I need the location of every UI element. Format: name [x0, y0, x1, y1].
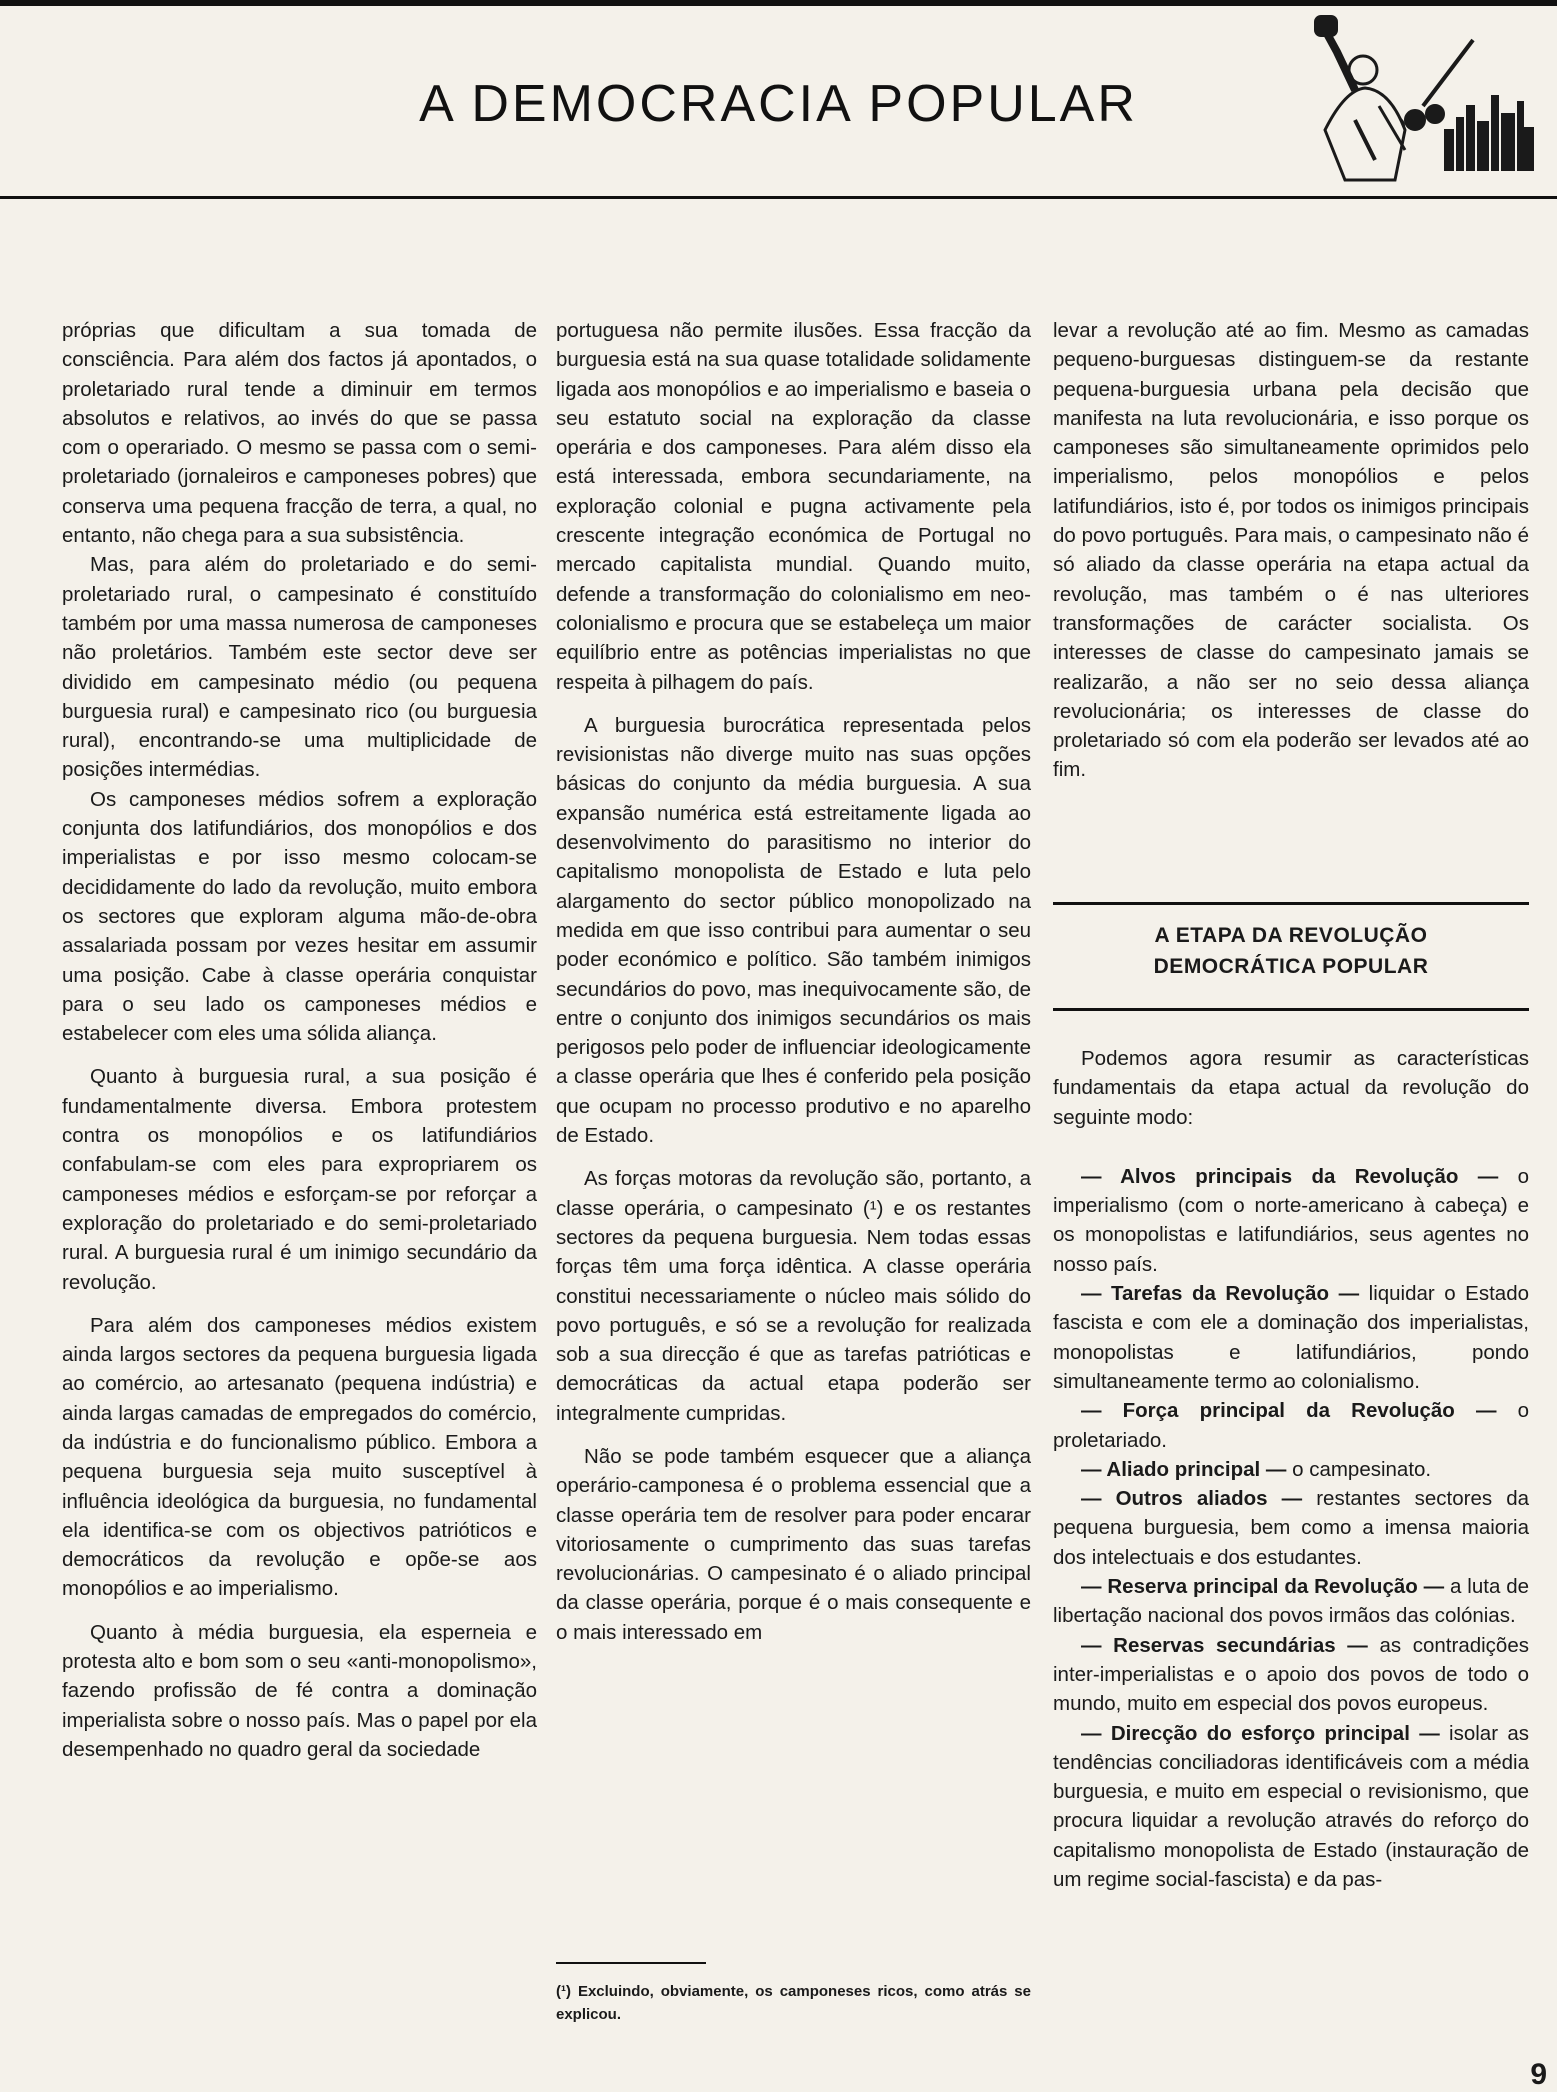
paragraph: próprias que dificultam a sua tomada de consciência. Para além dos factos já apontados, o proletariado rural tende a diminuir em termos absolutos e relativos, ao invés do que se passa com o operariado. O mesmo se passa com o semi-proletariado (jornaleiros e camponeses pobres) que conserva uma pequena fracção de terra, a qual, no entanto, não chega para a sua subsistência. — [62, 319, 537, 548]
section-heading — [1053, 920, 1529, 982]
section-body — [1053, 1044, 1529, 1894]
paragraph: Os camponeses médios sofrem a exploração conjunta dos latifundiários, dos monopólios e dos imperialistas e por isso mesmo colocam-se decididamente do lado da revolução, muito embora os sectores que exploram alguma mão-de-obra assalariada possam por vezes hesitar em assumir uma posição. Cabe à classe operária conquistar para o seu lado os camponeses médios e estabelecer com eles uma sólida aliança. — [62, 787, 537, 1046]
list-item-term: — Força principal da Revolução — — [1081, 1399, 1497, 1423]
list-item-text: o campesinato. — [1286, 1457, 1432, 1481]
list-item-text: as contradições inter-imperialistas e o apoio dos povos de todo o mundo, muito em especial dos povos europeus. — [1053, 1633, 1529, 1716]
list-item-text: liquidar o Estado fascista e com ele a dominação dos imperialistas, monopolistas e latifundiários, pondo simultaneamente termo ao colonialismo. — [1053, 1282, 1529, 1393]
text-column-3 — [1053, 316, 1529, 785]
list-item-term: — Tarefas da Revolução — — [1081, 1282, 1360, 1306]
page-number: 9 — [1530, 2058, 1547, 2091]
footnote: (¹) Excluindo, obviamente, os camponeses ricos, como atrás se explicou. — [556, 1983, 1031, 2023]
section-heading-line-2: DEMOCRÁTICA POPULAR — [1153, 955, 1429, 978]
list-item — [1053, 1162, 1529, 1279]
paragraph: A burguesia burocrática representada pelos revisionistas não diverge muito nas suas opções básicas do conjunto da média burguesia. A sua expansão numérica está estreitamente ligada ao desenvolvimento do parasitismo no interior do capitalismo monopolista de Estado e luta pelo alargamento do sector público monopolizado na medida em que isso contribui para aumentar o seu poder económico e político. São também inimigos secundários do povo, mas inequivocamente são, de entre o conjunto dos inimigos secundários os mais perigosos pelo poder de influenciar ideologicamente a classe operária que lhes é conferido pela posição que ocupam no processo produtivo e no aparelho de Estado. — [556, 713, 1031, 1148]
section-heading-line-1: A ETAPA DA REVOLUÇÃO — [1154, 924, 1428, 947]
list-item-term: — Aliado principal — — [1081, 1457, 1287, 1481]
text-column-1 — [62, 316, 537, 1764]
list-item — [1053, 1572, 1529, 1631]
section-rule-bottom — [1053, 1008, 1529, 1011]
list-item-term: — Outros aliados — — [1081, 1487, 1303, 1511]
header-rule — [0, 196, 1557, 199]
list-item — [1053, 1396, 1529, 1455]
list-item — [1053, 1484, 1529, 1572]
paragraph: portuguesa não permite ilusões. Essa fracção da burguesia está na sua quase totalidade solidamente ligada aos monopólios e ao imperialismo e baseia o seu estatuto social na exploração da classe operária e dos camponeses. Para além disso ela está interessada, embora secundariamente, na exploração colonial e pugna activamente pela crescente integração económica de Portugal no mercado capitalista mundial. Quando muito, defende a transformação do colonialismo em neo-colonialismo e procura que se estabeleça um maior equilíbrio entre as potências imperialistas no que respeita à pilhagem do país. — [556, 319, 1031, 694]
page-header — [0, 6, 1557, 198]
list-item-text: o proletariado. — [1053, 1399, 1529, 1452]
list-item-text: restantes sectores da pequena burguesia, bem como a imensa maioria dos intelectuais e dos estudantes. — [1053, 1487, 1530, 1569]
paragraph: levar a revolução até ao fim. Mesmo as camadas pequeno-burguesas distinguem-se da restante pequena-burguesia urbana pela decisão que manifesta na luta revolucionária, e isso porque os camponeses são simultaneamente oprimidos pelo imperialismo, pelos monopólios e pelos latifundiários, isto é, por todos os inimigos principais do povo português. Para mais, o campesinato não é só aliado da classe operária na etapa actual da revolução, mas também o é nas ulteriores transformações de carácter socialista. Os interesses de classe do campesinato jamais se realizarão, a não ser no seio dessa aliança revolucionária; os interesses de classe do proletariado só com ela poderão ser levados até ao fim. — [1053, 319, 1529, 782]
list-item-text: o imperialismo (com o norte-americano à cabeça) e os monopolistas e latifundiários, seus agentes no nosso país. — [1053, 1164, 1529, 1276]
section-intro: Podemos agora resumir as características fundamentais da etapa actual da revolução do seguinte modo: — [1053, 1047, 1529, 1129]
list-item — [1053, 1719, 1529, 1895]
list-item — [1053, 1279, 1529, 1396]
list-item-term: — Direcção do esforço principal — — [1081, 1721, 1440, 1745]
list-item — [1053, 1631, 1529, 1719]
list-item — [1053, 1455, 1529, 1484]
list-item-text: isolar as tendências conciliadoras identificáveis com a média burguesia, e muito em especial o revisionismo, que procura liquidar a revolução através do reforço do capitalismo monopolista de Estado (instauração de um regime social-fascista) e da pas- — [1053, 1721, 1529, 1892]
raised-fist-workers-illustration — [1295, 10, 1535, 190]
list-item-term: — Reservas secundárias — — [1081, 1633, 1368, 1657]
list-item-term: — Alvos principais da Revolução — — [1081, 1164, 1499, 1188]
section-rule-top — [1053, 902, 1529, 905]
paragraph: Não se pode também esquecer que a aliança operário-camponesa é o problema essencial que a classe operária tem de resolver para poder encarar vitoriosamente o cumprimento das suas tarefas revolucionárias. O campesinato é o aliado principal da classe operária, porque é o mais consequente e o mais interessado em — [556, 1444, 1031, 1644]
paragraph: Para além dos camponeses médios existem ainda largos sectores da pequena burguesia ligada ao comércio, ao artesanato (pequena indústria) e ainda largas camadas de empregados do comércio, da indústria e do funcionalismo público. Embora a pequena burguesia seja muito susceptível à influência ideológica da burguesia, no fundamental ela identifica-se com os objectivos patrióticos e democráticos da revolução e opõe-se aos monopólios e ao imperialismo. — [62, 1313, 537, 1601]
list-item-term: — Reserva principal da Revolução — — [1081, 1575, 1445, 1599]
paragraph: Mas, para além do proletariado e do semi-proletariado rural, o campesinato é constituído também por uma massa numerosa de camponeses não proletários. Também este sector deve ser dividido em campesinato médio (ou pequena burguesia rural) e campesinato rico (ou burguesia rural), encontrando-se uma multiplicidade de posições intermédias. — [62, 553, 537, 782]
footnote-rule — [556, 1962, 706, 1964]
list-item-text: a luta de libertação nacional dos povos irmãos das colónias. — [1053, 1575, 1530, 1628]
paragraph: As forças motoras da revolução são, portanto, a classe operária, o campesinato (¹) e os restantes sectores da pequena burguesia. Nem todas essas forças têm uma força idêntica. A classe operária constitui necessariamente o núcleo mais sólido do povo português, e só se a revolução for realizada sob a sua direcção é que as tarefas patrióticas e democráticas da actual etapa poderão ser integralmente cumpridas. — [556, 1167, 1031, 1425]
page-title: A DEMOCRACIA POPULAR — [419, 75, 1138, 133]
paragraph: Quanto à média burguesia, ela esperneia e protesta alto e bom som o seu «anti-monopolismo», fazendo profissão de fé contra a dominação imperialista sobre o nosso país. Mas o papel por ela desempenhado no quadro geral da sociedade — [62, 1620, 537, 1761]
paragraph: Quanto à burguesia rural, a sua posição é fundamentalmente diversa. Embora protestem contra os monopólios e os latifundiários confabulam-se com eles para expropriarem os camponeses médios e esforçam-se por reforçar a exploração do proletariado e do semi-proletariado rural. A burguesia rural é um inimigo secundário da revolução. — [62, 1065, 537, 1294]
text-column-2 — [556, 316, 1031, 1647]
